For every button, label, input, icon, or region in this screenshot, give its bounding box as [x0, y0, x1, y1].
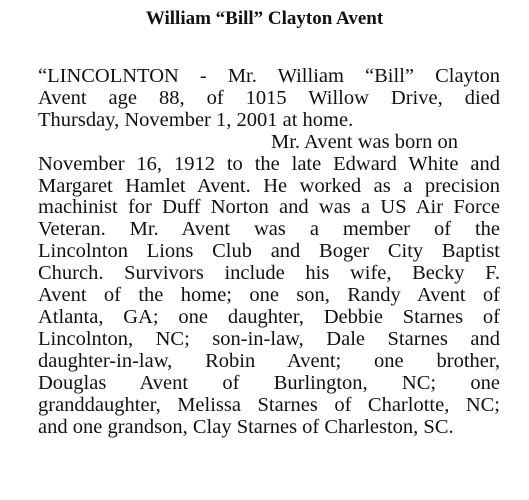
text-line: Church. Survivors include his wife, Becky F. — [38, 262, 500, 285]
text-line: and one grandson, Clay Starnes of Charleston, SC. — [38, 415, 454, 438]
text-line: Douglas Avent of Burlington, NC; one — [38, 371, 500, 394]
text-line: “LINCOLNTON - Mr. William “Bill” Clayton — [38, 65, 500, 87]
text-line: Veteran. Mr. Avent was a member of the — [38, 218, 500, 241]
text-line: Avent age 88, of 1015 Willow Drive, died — [38, 86, 500, 109]
text-line: machinist for Duff Norton and was a US Air Force — [38, 196, 500, 219]
text-line: daughter-in-law, Robin Avent; one brother, — [38, 349, 500, 372]
text-line: granddaughter, Melissa Starnes of Charlotte, NC; — [38, 393, 500, 416]
obituary-title: William “Bill” Clayton Avent — [145, 8, 384, 29]
text-line: Lincolnton, NC; son-in-law, Dale Starnes and — [38, 327, 500, 350]
text-line: Atlanta, GA; one daughter, Debbie Starnes of — [38, 305, 500, 328]
text-line: Avent of the home; one son, Randy Avent of — [38, 284, 500, 307]
text-line: Margaret Hamlet Avent. He worked as a precision — [38, 174, 500, 197]
text-line: Mr. Avent was born on — [271, 130, 458, 153]
text-line: Thursday, November 1, 2001 at home. — [38, 108, 354, 131]
obituary-body — [38, 66, 500, 438]
text-line: Lincolnton Lions Club and Boger City Baptist — [38, 240, 500, 263]
text-line: November 16, 1912 to the late Edward White and — [38, 152, 500, 175]
